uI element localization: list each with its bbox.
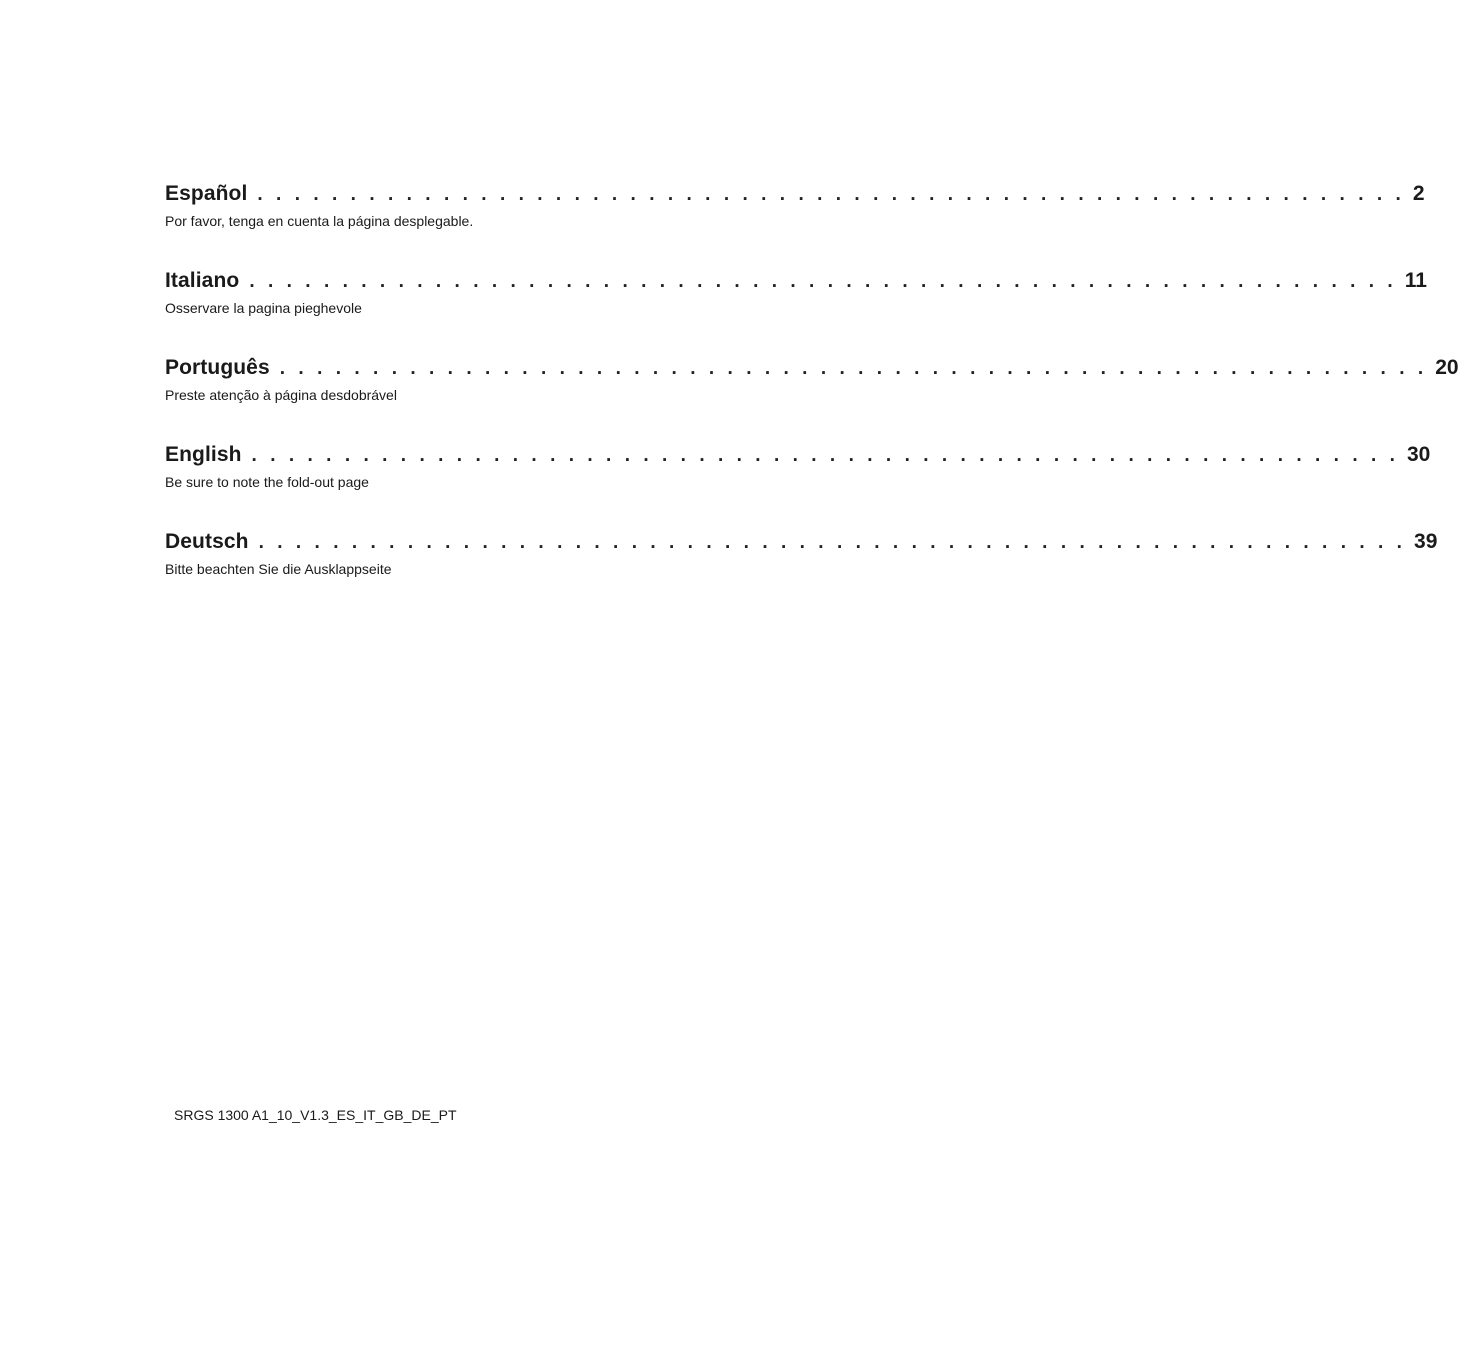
toc-entry-line: [165, 182, 1425, 212]
table-of-contents: [165, 182, 1459, 617]
toc-entry-note: Por favor, tenga en cuenta la página desplegable.: [165, 213, 474, 229]
toc-entry-title: English: [165, 443, 242, 466]
toc-entry-note: Preste atenção à página desdobrável: [165, 387, 397, 403]
toc-entry-title: Italiano: [165, 269, 240, 292]
toc-entry-line: [165, 530, 1438, 560]
toc-entry-italiano[interactable]: [165, 269, 1427, 356]
document-code: SRGS 1300 A1_10_V1.3_ES_IT_GB_DE_PT: [174, 1107, 457, 1123]
toc-entry-line: [165, 269, 1427, 299]
toc-entry-note: Be sure to note the fold-out page: [165, 474, 369, 490]
toc-entry-line: [165, 356, 1459, 386]
toc-entry-page-number: 30: [1407, 443, 1431, 466]
toc-entry-title: Português: [165, 356, 270, 379]
toc-entry-note: Bitte beachten Sie die Ausklappseite: [165, 561, 392, 577]
toc-entry-page-number: 20: [1435, 356, 1459, 379]
toc-entry-title: Español: [165, 182, 248, 205]
toc-entry-deutsch[interactable]: [165, 530, 1438, 617]
toc-entry-line: [165, 443, 1431, 473]
toc-leader-dots: . . . . . . . . . . . . . . . . . . . . . . . . . . . . . . . . . . . . . . . . . . . . . . . . . . . . . . . . . . . . . .: [257, 184, 1405, 205]
toc-entry-title: Deutsch: [165, 530, 249, 553]
toc-entry-english[interactable]: [165, 443, 1431, 530]
toc-entry-note: Osservare la pagina pieghevole: [165, 300, 362, 316]
toc-entry-page-number: 39: [1414, 530, 1438, 553]
toc-entry-page-number: 11: [1404, 269, 1427, 292]
toc-leader-dots: . . . . . . . . . . . . . . . . . . . . . . . . . . . . . . . . . . . . . . . . . . . . . . . . . . . . . . . . . . . . . .: [251, 445, 1399, 466]
toc-entry-espanol[interactable]: [165, 182, 1425, 269]
toc-entry-page-number: 2: [1412, 182, 1425, 205]
toc-leader-dots: . . . . . . . . . . . . . . . . . . . . . . . . . . . . . . . . . . . . . . . . . . . . . . . . . . . . . . . . . . . . . .: [279, 358, 1428, 379]
toc-leader-dots: . . . . . . . . . . . . . . . . . . . . . . . . . . . . . . . . . . . . . . . . . . . . . . . . . . . . . . . . . . . . . .: [258, 532, 1407, 553]
toc-leader-dots: . . . . . . . . . . . . . . . . . . . . . . . . . . . . . . . . . . . . . . . . . . . . . . . . . . . . . . . . . . . . . .: [249, 271, 1397, 292]
toc-entry-portugues[interactable]: [165, 356, 1459, 443]
